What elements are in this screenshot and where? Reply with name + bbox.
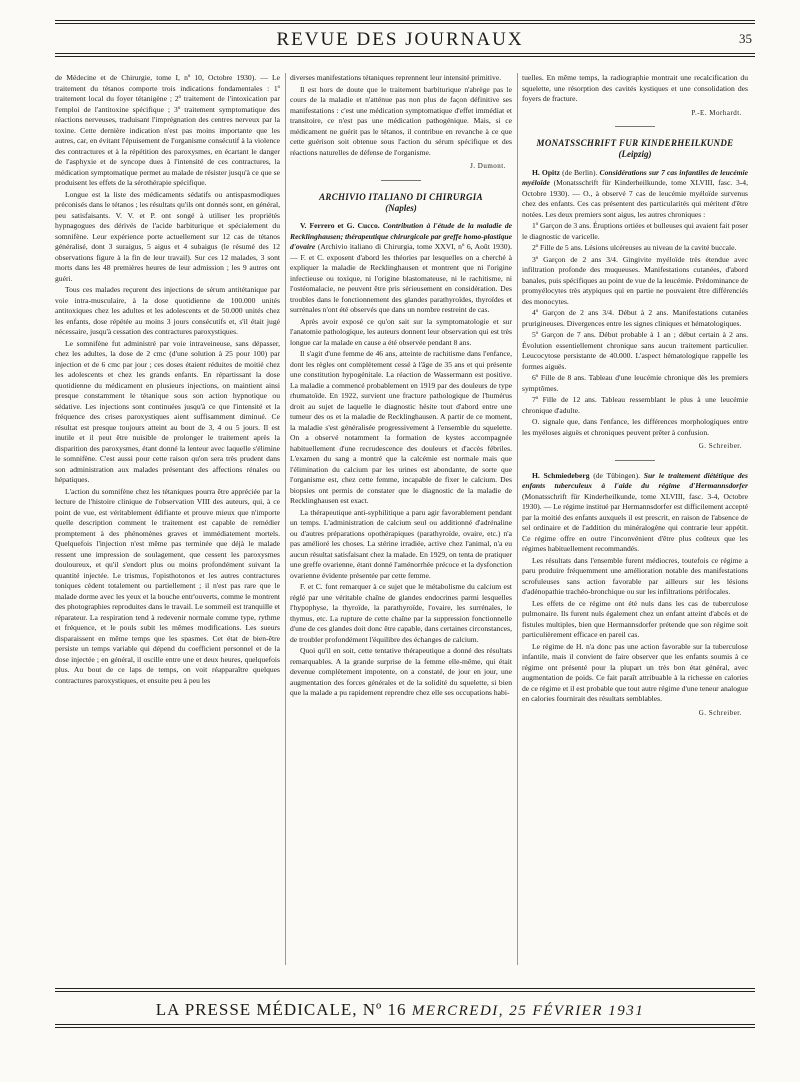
article-body: (Monatsschrift für Kinderheilkunde, tome XLVIII, fasc. 3-4, Octobre 1930). — Le régime institué par Hermannsdorfer est difficilement accepté par la moitié des enfants auxquels il est prescrit, en raison de l'absence de sel ordinaire et de l'addition du minéralogène qui contrarie leur appétit. Ce régime offre en outre l'inconvénient d'être plus coûteux que les régimes habituellement recommandés. xyxy=(522,491,748,553)
footer-journal: LA PRESSE MÉDICALE, Nº 16 xyxy=(155,1000,407,1019)
column-divider xyxy=(517,73,518,965)
col1-paragraph: Longue est la liste des médicaments sédatifs ou antispasmodiques préconisés dans le tétanos ; les résultats qu'ils ont donnés sont, en général, peu satisfaisants. V. V. et P. ont songé à utiliser les propriétés hypnagogues des dérivés de l'acide barbiturique et spécialement du somnifène. Leur expérience porte actuellement sur 12 cas de tétanos généralisé, dont 3 suraigus, 5 aigus et 4 subaigus (le résumé des 12 observations figure à la fin de leur travail). Sur ces 12 malades, 3 sont morts dans les 48 premières heures de leur admission ; les 9 autres ont guéri. xyxy=(55,189,280,283)
author-signature: J. Dumont. xyxy=(470,162,506,170)
col1-paragraph: de Médecine et de Chirurgie, tome I, nº 10, Octobre 1930). — Le traitement du tétanos comporte trois indications fondamentales : 1º traitement local du foyer tétanigène ; 2º traitement de l'intoxication par l'emploi de l'antitoxine spécifique ; 3º traitement symptomatique des réactions nerveuses, traduisant l'imprégnation des centres nerveux par la toxine. Cette dernière indication n'est pas moins importante que les autres, car, en évitant l'épuisement de l'organisme consécutif à la violence des contractures et à la répétition des paroxysmes, en écartant le danger de l'asphyxie et de syncope dues à l'intensité de ces contractures, la médication symptomatique permet au malade de résister jusqu'à ce que se produisent les effets de la sérothérapie spécifique. xyxy=(55,73,280,187)
article-body: (Archivio italiano di Chirurgia, tome XXVI, nº 6, Août 1930). — F. et C. exposent d'abord les théories par lesquelles on a cherché à expliquer la maladie de Recklinghausen et montrent que ni l'origine infectieuse ou toxique, ni l'origine blastomateuse, ni le rachitisme, ni l'ostéomalacie, ne peuvent être pris sérieusement en considération. Des troubles dans le fonctionnement des glandes parathyroïdes, thyroïdes et surrénales n'ont été observés que dans un nombre restreint de cas. xyxy=(290,242,512,314)
header-rule-bottom-thin xyxy=(55,56,755,57)
case-item: 5º Garçon de 7 ans. Début probable à 1 an ; début certain à 2 ans. Évolution essentiellement chronique sans aucun traitement particulier. Leucocytose persistante de 40.000. L'aspect hématologique rappelle les formes aiguës. xyxy=(522,330,748,371)
col2-paragraph: diverses manifestations tétaniques reprennent leur intensité primitive. xyxy=(290,73,502,82)
col2-paragraph: Il s'agit d'une femme de 46 ans, atteinte de rachitisme dans l'enfance, dont les règles ont complètement cessé à l'âge de 35 ans et qui présente une constitution hypogénitale. La réaction de Wassermann est positive. La maladie a commencé probablement en 1919 par des douleurs de type rhumatoïde. En 1922, survient une fracture pathologique de l'humérus droit au sujet de laquelle le diagnostic hésite tout d'abord entre une tumeur des os et la maladie de Recklinghausen. A partir de ce moment, la maladie s'est généralisée progressivement à l'ensemble du squelette. On a observé notamment la formation de kystes accompagnée habituellement d'une recrudescence des douleurs et d'accès fébriles. L'examen du sang a montré que la calcémie est normale mais que l'élimination du calcium par les urines est abondante, de sorte que l'organisme est, chez cette femme, incapable de fixer le calcium. Des biopsies ont permis de constater que le diagnostic de la maladie de Recklinghausen est exact. xyxy=(290,349,512,505)
col1-paragraph: Tous ces malades reçurent des injections de sérum antitétanique par voie intra-musculaire, à la dose quotidienne de 100.000 unités antitoxiques chez les adultes et les adolescents et de 50.000 unités chez les enfants, dose répétée au moins 3 jours consécutifs et, s'il était jugé nécessaire, jusqu'à cessation des contractures paroxystiques. xyxy=(55,285,280,336)
case-item: 7º Fille de 12 ans. Tableau ressemblant le plus à une leucémie chronique d'adulte. xyxy=(522,395,748,415)
author-signature: G. Schreiber. xyxy=(698,708,742,717)
col2-paragraph: F. et C. font remarquer à ce sujet que le métabolisme du calcium est réglé par une véritable chaîne de glandes endocrines parmi lesquelles l'hypophyse, la thyroïde, la parathyroïde, l'ovaire, les surrénales, le thymus, etc. La rupture de cette chaîne par la suppression fonctionnelle d'une de ces glandes doit donc être capable, dans certaines circonstances, de troubler profondément l'équilibre des échanges de calcium. xyxy=(290,582,512,644)
case-item: 4º Garçon de 2 ans 3/4. Début à 2 ans. Manifestations cutanées prurigineuses. Divergences entre les signes cliniques et hématologiques. xyxy=(522,308,748,328)
header-rule-bottom xyxy=(55,53,755,54)
footer-rule-bottom-thin xyxy=(55,1027,755,1028)
footer-date: MERCREDI, 25 FÉVRIER 1931 xyxy=(411,1003,645,1019)
section-divider xyxy=(615,126,655,127)
article-authors: V. Ferrero et G. Cucco. xyxy=(300,221,380,230)
section-divider xyxy=(615,460,655,461)
article-body: (Monatsschrift für Kinderheilkunde, tome XLVIII, fasc. 3-4, Octobre 1930). — O., à observé 7 cas de leucémie myéloïde survenus chez des enfants. Ces cas présentent des particularités qui méritent d'être notées. Les deux premiers sont aigus, les autres chroniques : xyxy=(522,178,749,219)
case-item: O. signale que, dans l'enfance, les différences morphologiques entre les myéloses aiguës et chroniques peuvent prêter à confusion. xyxy=(522,417,748,437)
col2-paragraph: Il est hors de doute que le traitement barbiturique n'abrège pas le cours de la maladie et n'atténue pas non plus de façon définitive ses manifestations : c'est une médication symptomatique d'effet immédiat et transitoire, ce n'est pas une médication pathogénique. Mais, si ce médicament ne guérit pas le tétanos, il contribue en revanche à ce que cette guérison soit obtenue sous l'action du sérum spécifique et des réactions naturelles de défense de l'organisme. xyxy=(290,84,512,157)
page-number: 35 xyxy=(739,31,752,46)
case-item: 3º Garçon de 2 ans 3/4. Gingivite myéloïde très étendue avec infiltration profonde des muqueuses. Manifestations cutanées, d'abord banales, puis spécifiques au point de vue de la leucémie. Prédominance de promyélocytes très atypiques qui en partie ne pouvaient être différenciés des monocytes. xyxy=(522,254,748,306)
page-header-title: REVUE DES JOURNAUX xyxy=(276,29,524,50)
col3-paragraph: tuelles. En même temps, la radiographie montrait une recalcification du squelette, une résorption des cavités kystiques et une consolidation des foyers de fracture. xyxy=(522,73,748,103)
col2-paragraph: Quoi qu'il en soit, cette tentative thérapeutique a donné des résultats remarquables. A la grande surprise de la femme elle-même, qui était devenue complètement impotente, on a constaté, de jour en jour, une augmentation des forces générales et de la solidité du squelette, si bien que la malade a pu rapidement reprendre chez elle ses occupations habi- xyxy=(290,646,512,697)
column-divider xyxy=(285,73,286,965)
article-affiliation: (de Berlin). xyxy=(562,167,598,177)
article-header xyxy=(522,471,748,555)
article-header xyxy=(522,168,748,221)
column-3 xyxy=(522,73,748,726)
case-item: 1º Garçon de 3 ans. Éruptions ortiées et bulleuses qui avaient fait poser le diagnostic de varicelle. xyxy=(522,221,748,241)
column-1 xyxy=(55,73,280,687)
article-title: Considérations sur 7 cas infantiles de leucémie myéloïde xyxy=(522,167,748,187)
article-header xyxy=(290,221,512,316)
article-authors: H. Schmiedeberg xyxy=(532,470,590,480)
author-signature: G. Schreiber. xyxy=(698,442,742,450)
article-affiliation: (de Tübingen). xyxy=(593,470,641,480)
col3-paragraph: Les résultats dans l'ensemble furent médiocres, toutefois ce régime a paru produire fréquemment une amélioration notable des manifestations scrofuleuses sans action favorable par ailleurs sur les lésions d'adénopathie trachéo-bronchique ou sur les infiltrations périfocales. xyxy=(522,555,748,596)
col1-paragraph: L'action du somnifène chez les tétaniques pourra être appréciée par la lecture de l'histoire clinique de l'observation VIII des auteurs, qui, à ce point de vue, est véritablement édifiante et prouve mieux que n'importe quelle description comment le traitement est capable de remédier promptement à des phénomènes graves et immédiatement mortels. Quelquefois l'injection n'est même pas terminée que déjà le malade ressent une impression de soulagement, que cessent les paroxysmes douloureux, et qu'il s'endort plus ou moins profondément suivant la quantité injectée. Le trismus, l'opisthotonos et les autres contractures toniques cèdent totalement ou partiellement ; il n'est pas rare que le malade dorme avec les yeux et la bouche entr'ouverts, comme le montrent des photographies reproduites dans le travail. Le sommeil est tranquille et réparateur. La respiration tend à redevenir normale comme type, rythme et fréquence, et le pouls subit les mêmes modifications. Les sueurs disparaissent en même temps que les spasmes. Cet état de bien-être persiste un temps variable qui dépend du coefficient personnel et de la dose injectée ; en général, il oscille entre une et deux heures, quelquefois plus. Au bout de ce laps de temps, on voit réapparaître quelques contractures paroxystiques, et ensuite peu à peu les xyxy=(55,486,280,685)
page-footer xyxy=(0,1000,800,1020)
case-item: 6º Fille de 8 ans. Tableau d'une leucémie chronique dès les premiers symptômes. xyxy=(522,373,748,393)
journal-section-title: ARCHIVIO ITALIANO DI CHIRURGIA xyxy=(319,191,483,202)
article-title: Sur le traitement diététique des enfants tuberculeux à l'aide du régime d'Hermannsdorfer xyxy=(522,470,748,490)
case-item: 2º Fille de 5 ans. Lésions ulcéreuses au niveau de la cavité buccale. xyxy=(532,243,737,252)
footer-rule-top-thin xyxy=(55,991,755,992)
col3-paragraph: Le régime de H. n'a donc pas une action favorable sur la tuberculose infantile, mais il convient de faire observer que les enfants soumis à ce régime ont présenté pour la plupart un très bon état général, avec augmentation de poids. Ce fait paraît attribuable à la richesse en calories de ce régime et il est probable que tout autre régime d'une teneur analogue en calories fournirait des résultats semblables. xyxy=(522,641,748,703)
article-authors: H. Opitz xyxy=(532,167,561,177)
footer-rule-bottom xyxy=(55,1024,755,1025)
section-divider xyxy=(381,180,421,181)
header-rule-top xyxy=(55,20,755,21)
column-2 xyxy=(290,73,512,700)
footer-rule-top xyxy=(55,988,755,989)
col2-paragraph: La thérapeutique anti-syphilitique a paru agir favorablement pendant un temps. L'administration de calcium seul ou additionné d'adrénaline ou d'autres préparations opothérapiques (parathyroïde, ovaire, etc.) n'a pas amélioré les choses. La stérine irradiée, active chez l'animal, n'a eu aucun résultat satisfaisant chez la malade. En 1929, on tenta de pratiquer une greffe ovarienne, étant donné l'aménorrhée précoce et la dysfonction ovarienne évidente présentée par cette femme. xyxy=(290,507,512,580)
header-rule-top-thin xyxy=(55,23,755,24)
journal-section-city: (Leipzig) xyxy=(618,149,652,159)
article-title: Contribution à l'étude de la maladie de Recklinghausen; thérapeutique chirurgicale par greffe homo-plastique d'ovaire xyxy=(290,221,512,251)
col3-paragraph: Les effets de ce régime ont été nuls dans les cas de tuberculose pulmonaire. Ils furent nuls également chez un enfant atteint d'abcès et de fistules multiples, bien que Hermannsdorfer prétende que son régime soit particulièrement efficace en pareil cas. xyxy=(522,598,748,639)
author-signature: P.-E. Morhardt. xyxy=(691,108,742,117)
col2-paragraph: Après avoir exposé ce qu'on sait sur la symptomatologie et sur l'anatomie pathologique, les auteurs donnent leur observation qui est très longue car la malade en cause a été observée pendant 8 ans. xyxy=(290,316,512,347)
journal-section-title: MONATSSCHRIFT FUR KINDERHEILKUNDE xyxy=(536,138,734,148)
journal-section-city: (Naples) xyxy=(385,202,417,213)
col1-paragraph: Le somnifène fut administré par voie intraveineuse, sans dépasser, chez les adultes, la dose de 2 cmc (d'une solution à 25 pour 100) par injection et de 6 cmc par jour ; ces doses étaient réduites de moitié chez les adolescents et chez les grands enfants. En répartissant la dose quotidienne du médicament en plusieurs injections, on maintient ainsi presque constamment le tétanique sous son action hypnotique ou sédative. Les injections sont continuées jusqu'à ce que l'intensité et la fréquence des crises paroxystiques aient suffisamment diminué. Ce résultat est presque toujours atteint au bout de 3, 4 ou 5 jours. Il est inutile et il peut être nuisible de prolonger le traitement après la disparition des paroxysmes, étant donné la lenteur avec laquelle s'élimine le somnifène. C'est aussi pour cette raison qu'on sera très prudent dans son administration aux malades présentant des affections rénales ou hépatiques. xyxy=(55,338,280,484)
